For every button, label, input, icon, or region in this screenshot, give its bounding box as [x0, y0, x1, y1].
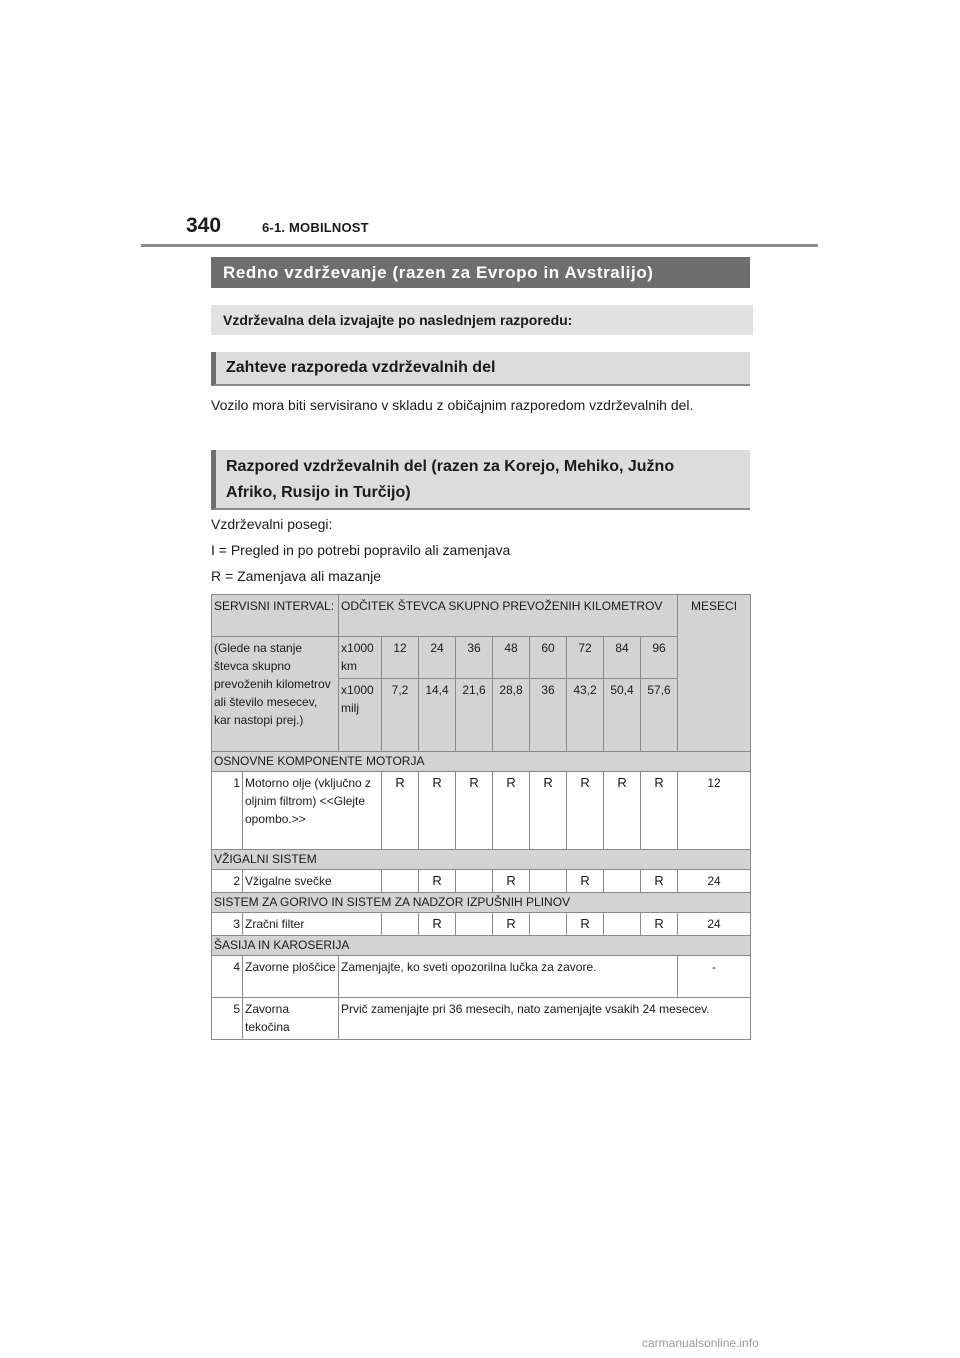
row-mark: [530, 870, 567, 893]
km-value: 72: [567, 637, 604, 679]
km-value: 84: [604, 637, 641, 679]
table-row: [212, 870, 751, 893]
mi-value: 36: [530, 679, 567, 752]
km-value: 96: [641, 637, 678, 679]
row-mark: R: [493, 772, 530, 850]
row-item: Zavorne ploščice: [243, 956, 339, 998]
table-row: [212, 913, 751, 936]
section-row-engine: [212, 752, 751, 772]
service-interval-label: SERVISNI INTERVAL:: [212, 595, 339, 637]
km-unit: x1000 km: [339, 637, 382, 679]
row-mark: R: [419, 772, 456, 850]
row-number: 2: [212, 870, 243, 893]
row-item: Vžigalne svečke: [243, 870, 382, 893]
row-mark: R: [567, 913, 604, 936]
legend-title: Vzdrževalni posegi:: [211, 516, 333, 532]
row-number: 3: [212, 913, 243, 936]
chapter-title: 6-1. MOBILNOST: [262, 220, 369, 235]
row-mark: R: [419, 870, 456, 893]
schedule-heading: [211, 450, 750, 510]
requirements-heading: Zahteve razporeda vzdrževalnih del: [211, 352, 750, 386]
row-months: 12: [678, 772, 751, 850]
row-mark: R: [493, 870, 530, 893]
table-row: [212, 772, 751, 850]
interval-note: (Glede na stanje števca skupno prevoženih kilometrov ali število mesecev, kar nastopi prej.): [212, 637, 339, 752]
row-mark: R: [456, 772, 493, 850]
row-months: 24: [678, 913, 751, 936]
table-row: [212, 998, 751, 1040]
row-mark: R: [604, 772, 641, 850]
row-mark: [382, 870, 419, 893]
legend-r: R = Zamenjava ali mazanje: [211, 568, 382, 584]
odometer-label: ODČITEK ŠTEVCA SKUPNO PREVOŽENIH KILOMETROV: [339, 595, 678, 637]
km-row: [212, 637, 751, 679]
maintenance-table: [211, 594, 751, 1040]
row-number: 5: [212, 998, 243, 1040]
sub-heading: Vzdrževalna dela izvajajte po naslednjem razporedu:: [211, 305, 753, 335]
row-mark: R: [567, 870, 604, 893]
row-mark: [604, 913, 641, 936]
mi-value: 57,6: [641, 679, 678, 752]
row-note: Zamenjajte, ko sveti opozorilna lučka za zavore.: [339, 956, 678, 998]
months-label: MESECI: [678, 595, 751, 752]
row-item: Motorno olje (vključno z oljnim filtrom) <<Glejte opombo.>>: [243, 772, 382, 850]
row-months: 24: [678, 870, 751, 893]
mi-value: 7,2: [382, 679, 419, 752]
row-mark: [456, 913, 493, 936]
row-mark: [382, 913, 419, 936]
km-value: 12: [382, 637, 419, 679]
row-note: Prvič zamenjajte pri 36 mesecih, nato zamenjajte vsakih 24 mesecev.: [339, 998, 751, 1040]
legend-i: I = Pregled in po potrebi popravilo ali zamenjava: [211, 542, 511, 558]
row-mark: R: [530, 772, 567, 850]
row-number: 4: [212, 956, 243, 998]
header-rule: [141, 244, 818, 247]
mi-value: 21,6: [456, 679, 493, 752]
mi-value: 50,4: [604, 679, 641, 752]
page-number: 340: [186, 214, 222, 237]
section-engine: OSNOVNE KOMPONENTE MOTORJA: [212, 752, 751, 772]
row-mark: R: [641, 870, 678, 893]
row-mark: R: [641, 913, 678, 936]
mi-value: 14,4: [419, 679, 456, 752]
row-mark: [530, 913, 567, 936]
section-row-ignition: [212, 850, 751, 870]
row-mark: [456, 870, 493, 893]
section-ignition: VŽIGALNI SISTEM: [212, 850, 751, 870]
row-mark: R: [641, 772, 678, 850]
section-chassis: ŠASIJA IN KAROSERIJA: [212, 936, 751, 956]
mi-value: 43,2: [567, 679, 604, 752]
km-value: 48: [493, 637, 530, 679]
schedule-heading-line1: Razpored vzdrževalnih del (razen za Korejo, Mehiko, Južno: [226, 458, 675, 475]
row-mark: R: [567, 772, 604, 850]
section-fuel: SISTEM ZA GORIVO IN SISTEM ZA NADZOR IZPUŠNIH PLINOV: [212, 893, 751, 913]
section-row-fuel: [212, 893, 751, 913]
km-value: 36: [456, 637, 493, 679]
row-mark: [604, 870, 641, 893]
row-mark: R: [419, 913, 456, 936]
km-value: 24: [419, 637, 456, 679]
mi-unit: x1000 milj: [339, 679, 382, 752]
row-mark: R: [382, 772, 419, 850]
requirements-paragraph: Vozilo mora biti servisirano v skladu z običajnim razporedom vzdrževalnih del.: [211, 397, 694, 413]
watermark: carmanualsonline.info: [642, 1336, 759, 1350]
row-item: Zračni filter: [243, 913, 382, 936]
section-row-chassis: [212, 936, 751, 956]
table-row: [212, 956, 751, 998]
km-value: 60: [530, 637, 567, 679]
schedule-heading-line2: Afriko, Rusijo in Turčijo): [226, 484, 411, 501]
row-months: -: [678, 956, 751, 998]
row-item: Zavorna tekočina: [243, 998, 339, 1040]
mi-value: 28,8: [493, 679, 530, 752]
row-number: 1: [212, 772, 243, 850]
table-header-row: [212, 595, 751, 637]
row-mark: R: [493, 913, 530, 936]
main-heading: Redno vzdrževanje (razen za Evropo in Avstralijo): [211, 257, 750, 288]
